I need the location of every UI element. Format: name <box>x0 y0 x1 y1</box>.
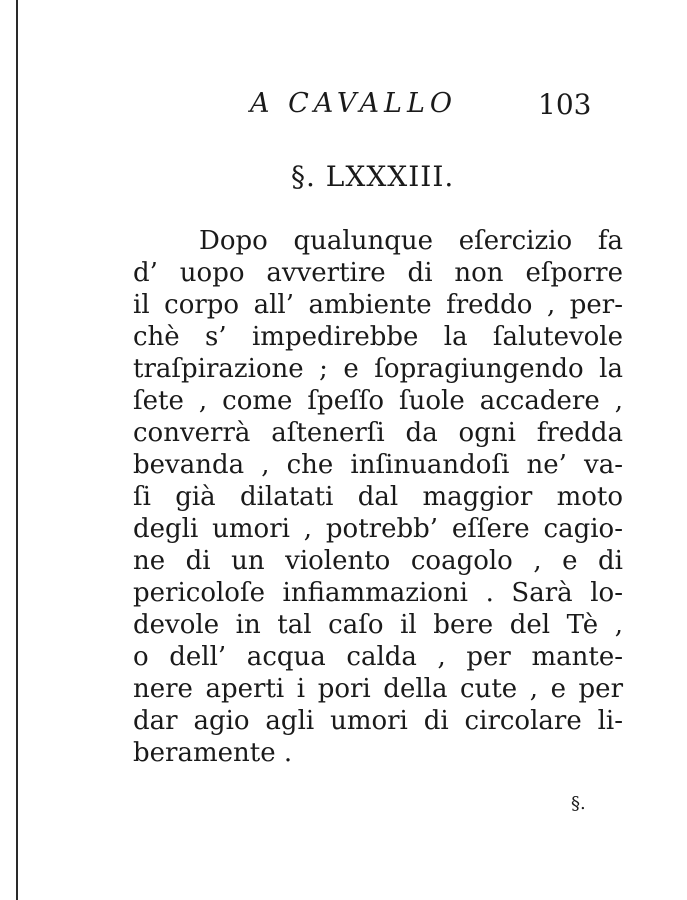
text-line: d’ uopo avvertire di non eſporre <box>133 258 623 288</box>
text-line: o dell’ acqua calda , per mante- <box>133 642 623 672</box>
text-line: Dopo qualunque eſercizio fa <box>199 226 623 256</box>
text-line: bevanda , che inſinuandoſi ne’ va- <box>133 450 623 480</box>
text-line: dar agio agli umori di circolare li- <box>133 706 623 736</box>
text-line: il corpo all’ ambiente freddo , per- <box>133 290 623 320</box>
text-line: chè s’ impedirebbe la ſalutevole <box>133 322 623 352</box>
page-number: 103 <box>538 88 592 121</box>
text-line: pericoloſe infiammazioni . Sarà lo- <box>133 578 623 608</box>
text-line: nere aperti i pori della cute , e per <box>133 674 623 704</box>
text-line: ſi già dilatati dal maggior moto <box>133 482 623 512</box>
body-paragraph <box>133 225 623 769</box>
text-line: ſete , come ſpeſſo ſuole accadere , <box>133 386 623 416</box>
text-line: traſpirazione ; e ſopragiungendo la <box>133 354 623 384</box>
page-binding-edge <box>16 0 18 900</box>
text-line: beramente . <box>133 738 293 768</box>
running-head-title: A CAVALLO <box>250 88 458 119</box>
text-line: converrà aſtenerſi da ogni fredda <box>133 418 623 448</box>
text-line: ne di un violento coagolo , e di <box>133 546 623 576</box>
section-heading: §. LXXXIII. <box>291 160 455 193</box>
text-line: devole in tal caſo il bere del Tè , <box>133 610 623 640</box>
catchword: §. <box>571 793 586 814</box>
text-line: degli umori , potrebb’ eſſere cagio- <box>133 514 623 544</box>
